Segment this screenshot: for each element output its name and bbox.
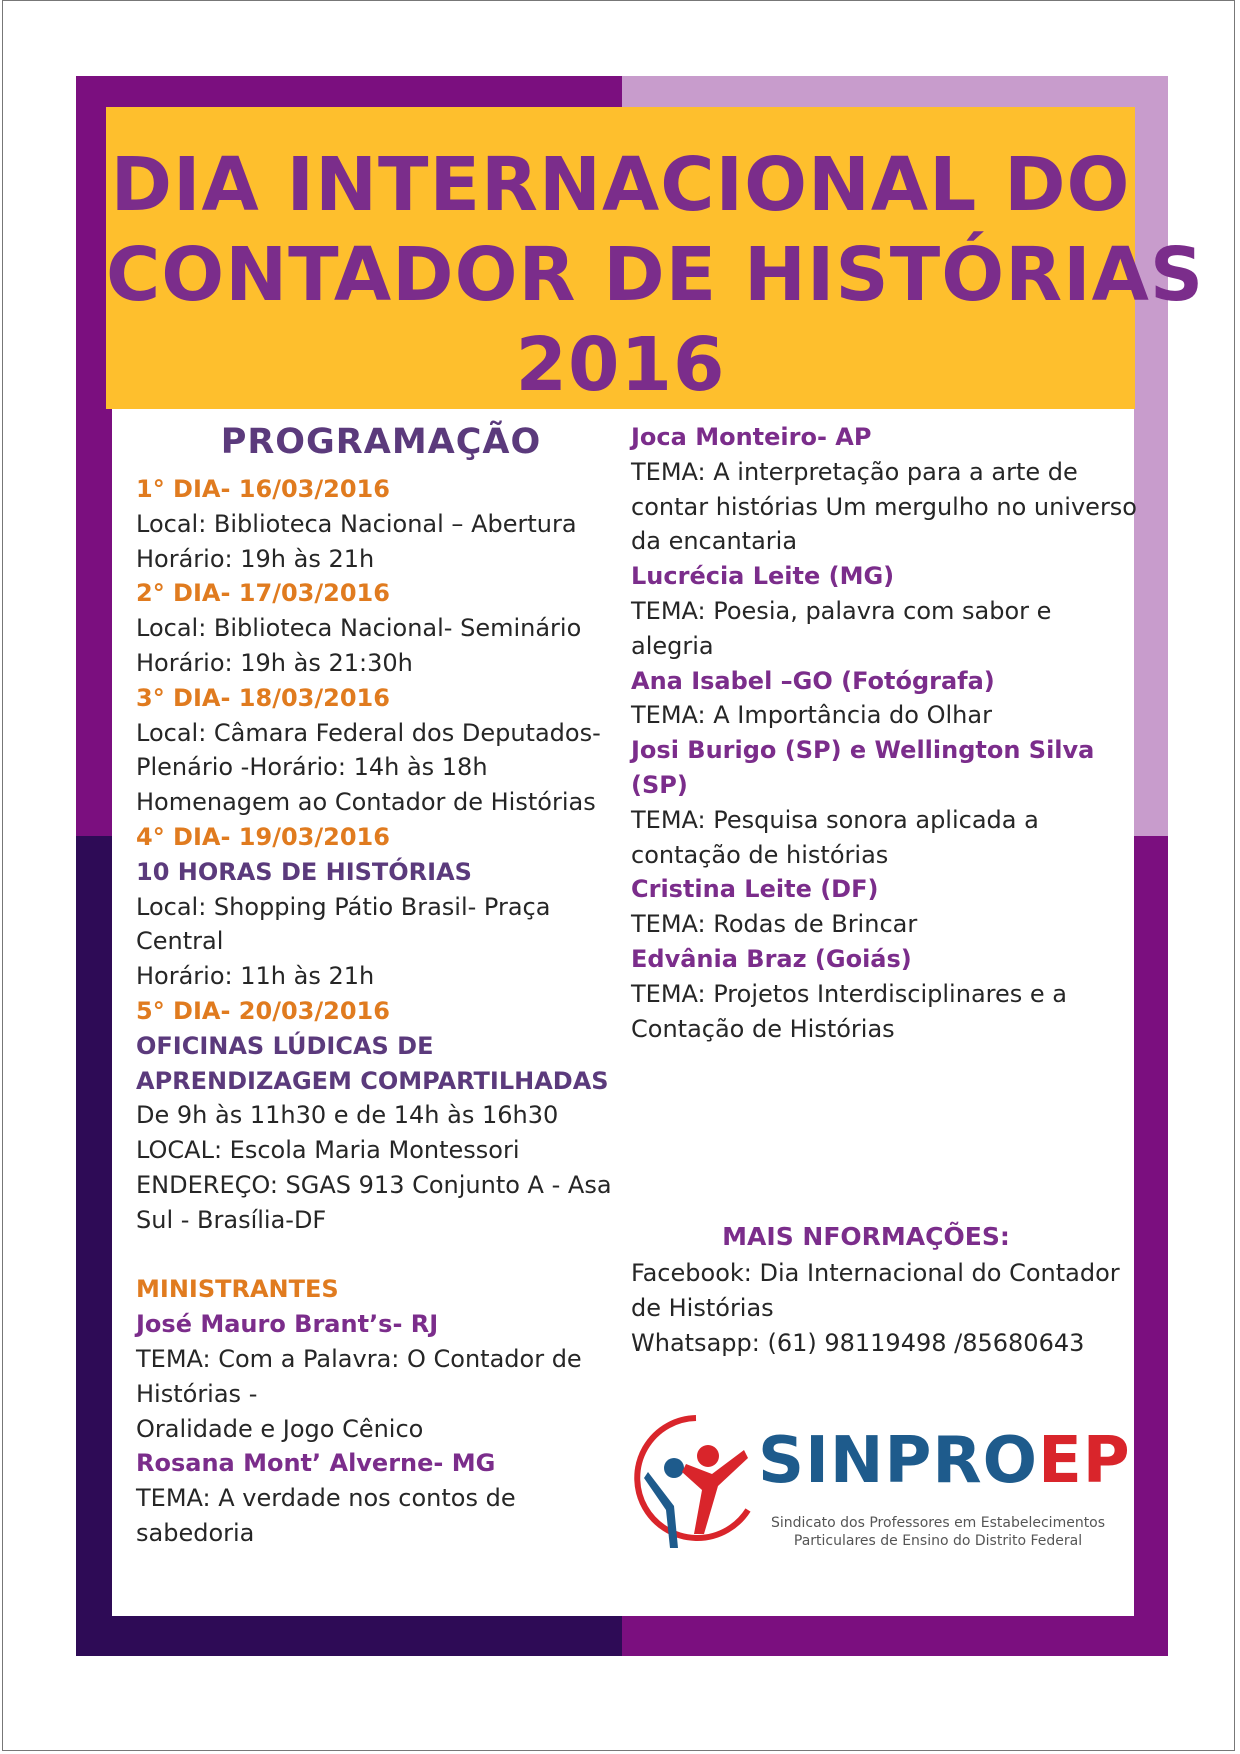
logo-subtitle: Particulares de Ensino do Distrito Federal xyxy=(793,1533,1083,1549)
ministrante-name: Ana Isabel –GO (Fotógrafa) xyxy=(631,666,995,695)
ministrante-name: Edvânia Braz (Goiás) xyxy=(631,944,912,973)
day-5-label: 5° DIA- 20/03/2016 xyxy=(136,996,390,1025)
day-4-subtitle: 10 HORAS DE HISTÓRIAS xyxy=(136,857,472,886)
ministrante-theme-line: contar histórias Um mergulho no universo xyxy=(631,492,1137,521)
day-5-line: De 9h às 11h30 e de 14h às 16h30 xyxy=(136,1101,559,1130)
day-1-line: Local: Biblioteca Nacional – Abertura xyxy=(136,509,577,538)
ministrante-theme-line: TEMA: A Importância do Olhar xyxy=(631,701,992,730)
title-line-1: DIA INTERNACIONAL DO xyxy=(110,142,1131,228)
day-4-line: Local: Shopping Pátio Brasil- Praça xyxy=(136,892,551,921)
whatsapp-line: Whatsapp: (61) 98119498 /85680643 xyxy=(631,1328,1085,1357)
day-5-line: ENDEREÇO: SGAS 913 Conjunto A - Asa xyxy=(136,1170,612,1199)
ministrante-theme-line: TEMA: Com a Palavra: O Contador de xyxy=(136,1344,582,1373)
ministrante-name: (SP) xyxy=(631,770,688,799)
ministrante-theme-line: TEMA: Poesia, palavra com sabor e xyxy=(631,596,1052,625)
day-5-subtitle: OFICINAS LÚDICAS DE xyxy=(136,1031,434,1060)
day-2-line: Local: Biblioteca Nacional- Seminário xyxy=(136,614,582,643)
title-line-2: CONTADOR DE HISTÓRIAS xyxy=(106,232,1205,318)
day-3-line: Plenário -Horário: 14h às 18h xyxy=(136,753,488,782)
ministrante-theme-line: Histórias - xyxy=(136,1379,258,1408)
ministrante-theme-line: contação de histórias xyxy=(631,840,889,869)
ministrante-theme-line: TEMA: A verdade nos contos de xyxy=(136,1484,516,1513)
ministrante-theme-line: alegria xyxy=(631,631,714,660)
ministrante-theme-line: TEMA: Pesquisa sonora aplicada a xyxy=(631,805,1039,834)
ministrante-theme-line: TEMA: Rodas de Brincar xyxy=(631,910,918,939)
ministrante-name: Cristina Leite (DF) xyxy=(631,875,879,904)
logo-wordmark xyxy=(758,1424,1131,1498)
day-2-label: 2° DIA- 17/03/2016 xyxy=(136,579,390,608)
left-column xyxy=(136,472,616,1551)
ministrante-name: Joca Monteiro- AP xyxy=(631,423,872,451)
day-3-label: 3° DIA- 18/03/2016 xyxy=(136,683,390,712)
logo-word-accent: EP xyxy=(1038,1424,1131,1498)
day-3-line: Local: Câmara Federal dos Deputados- xyxy=(136,718,601,747)
ministrante-theme-line: Contação de Histórias xyxy=(631,1014,895,1043)
day-4-line: Horário: 11h às 21h xyxy=(136,962,375,991)
people-figures-logo-icon xyxy=(626,1410,756,1560)
ministrante-theme-line: da encantaria xyxy=(631,527,798,556)
ministrante-name: Rosana Mont’ Alverne- MG xyxy=(136,1449,496,1478)
day-1-line: Horário: 19h às 21h xyxy=(136,544,375,573)
ministrante-name: José Mauro Brant’s- RJ xyxy=(136,1310,439,1339)
day-2-line: Horário: 19h às 21:30h xyxy=(136,648,413,677)
sinproep-logo xyxy=(626,1410,1131,1560)
ministrante-name: Josi Burigo (SP) e Wellington Silva xyxy=(631,736,1095,765)
ministrante-theme-line: Oralidade e Jogo Cênico xyxy=(136,1414,424,1443)
logo-subtitle: Sindicato dos Professores em Estabelecimentos xyxy=(770,1515,1106,1531)
logo-word-main: SINPRO xyxy=(758,1424,1039,1498)
day-1-label: 1° DIA- 16/03/2016 xyxy=(136,475,390,503)
day-4-line: Central xyxy=(136,927,224,956)
ministrante-theme-line: sabedoria xyxy=(136,1518,255,1547)
day-4-label: 4° DIA- 19/03/2016 xyxy=(136,822,390,851)
ministrante-theme-line: TEMA: Projetos Interdisciplinares e a xyxy=(631,979,1067,1008)
day-5-line: LOCAL: Escola Maria Montessori xyxy=(136,1136,520,1165)
day-5-line: Sul - Brasília-DF xyxy=(136,1205,327,1234)
title-year: 2016 xyxy=(515,322,726,408)
facebook-line: de Histórias xyxy=(631,1293,774,1322)
info-heading: MAIS NFORMAÇÕES: xyxy=(722,1222,1010,1251)
ministrante-name: Lucrécia Leite (MG) xyxy=(631,562,895,591)
ministrantes-heading: MINISTRANTES xyxy=(136,1275,339,1304)
facebook-line: Facebook: Dia Internacional do Contador xyxy=(631,1259,1120,1287)
day-3-line: Homenagem ao Contador de Histórias xyxy=(136,788,596,817)
day-5-subtitle: APRENDIZAGEM COMPARTILHADAS xyxy=(136,1066,609,1095)
ministrante-theme-line: TEMA: A interpretação para a arte de xyxy=(631,457,1078,486)
spacer xyxy=(136,1238,616,1273)
programacao-heading: PROGRAMAÇÃO xyxy=(220,422,542,462)
info-block xyxy=(631,1256,1131,1360)
right-column xyxy=(631,420,1137,1046)
